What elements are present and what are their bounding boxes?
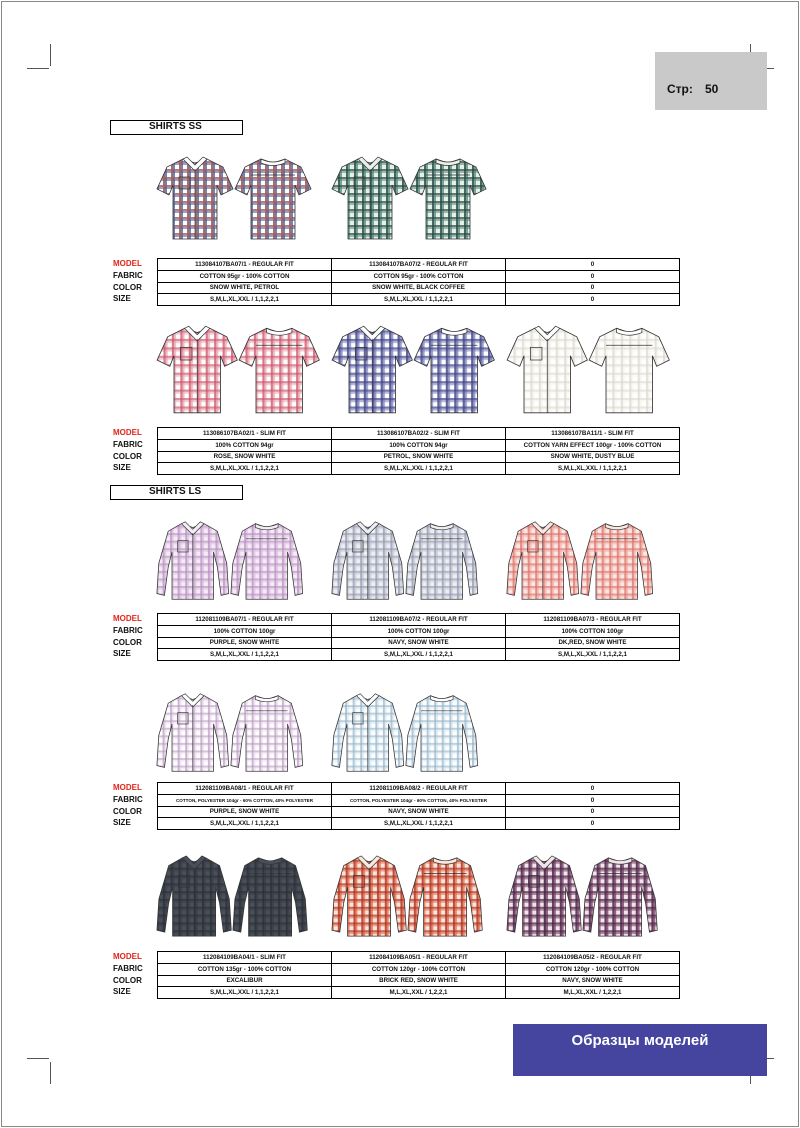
spec-cell-model: 113086107BA02/1 - SLIM FIT [158,428,332,440]
shirt-ss-navy-check-back-illustration [412,322,496,417]
label-model: MODEL [113,783,142,792]
spec-cell-fabric: 100% COTTON 100gr [506,625,680,637]
spec-row-size [158,463,680,475]
spec-row-fabric [158,270,680,282]
spec-row-color [158,806,680,818]
label-size: SIZE [113,294,131,304]
shirt-ls-dark-solid-front-illustration [155,852,233,940]
spec-labels [113,427,158,474]
spec-cell-size: S,M,L,XL,XXL / 1,1,2,2,1 [158,987,332,999]
shirt-ls-skyblue-check-back-illustration [404,690,480,775]
shirt-ls-purple-stripe-front-illustration [155,518,231,603]
spec-cell-size: S,M,L,XL,XXL / 1,1,2,2,1 [158,649,332,661]
label-size: SIZE [113,987,131,997]
spec-cell-fabric: COTTON, POLYESTER 104gr - 60% COTTON, 40% POLYESTER [158,794,332,806]
spec-table [157,951,680,999]
spec-row-color [158,282,680,294]
spec-table [157,613,680,661]
spec-table [157,782,680,830]
spec-cell-color: SNOW WHITE, PETROL [158,282,332,294]
shirt-ls-brickred-check-front-illustration [330,852,408,940]
spec-cell-color: 0 [506,282,680,294]
label-fabric: FABRIC [113,794,143,804]
shirt-illustrations-row [155,852,680,940]
shirt-ls-red-stripe-front-illustration [505,518,581,603]
spec-cell-color: SNOW WHITE, BLACK COFFEE [332,282,506,294]
shirt-ls-dark-solid-back-illustration [231,852,309,940]
spec-cell-size: S,M,L,XL,XXL / 1,1,2,2,1 [506,649,680,661]
shirt-ss-white-front-illustration [505,322,589,417]
spec-row-model [158,614,680,626]
label-model: MODEL [113,428,142,437]
crop-mark [50,1062,51,1084]
spec-cell-color: DK,RED, SNOW WHITE [506,637,680,649]
spec-cell-size: 0 [506,294,680,306]
spec-cell-color: NAVY, SNOW WHITE [332,806,506,818]
spec-row-model [158,428,680,440]
spec-cell-model: 112084109BA05/1 - REGULAR FIT [332,952,506,964]
spec-row-color [158,637,680,649]
spec-row-fabric [158,794,680,806]
spec-cell-color: SNOW WHITE, DUSTY BLUE [506,451,680,463]
spec-cell-color: 0 [506,806,680,818]
label-size: SIZE [113,463,131,473]
spec-row-size [158,818,680,830]
spec-cell-model: 113084107BA07/2 - REGULAR FIT [332,259,506,271]
spec-cell-fabric: 100% COTTON 94gr [158,439,332,451]
spec-row-color [158,451,680,463]
spec-table [157,258,680,306]
shirt-ls-brickred-check-back-illustration [406,852,484,940]
label-color: COLOR [113,637,142,647]
spec-row-size [158,294,680,306]
crop-mark [27,1058,49,1059]
shirt-ss-green-check-back-illustration [408,153,488,243]
crop-mark [27,68,49,69]
footer-banner: Образцы моделей [513,1024,767,1076]
section-header-shirts-ls: SHIRTS LS [110,485,243,500]
shirt-ls-navy-red-check-front-illustration [505,852,583,940]
spec-labels [113,951,158,998]
spec-cell-model: 112084109BA04/1 - SLIM FIT [158,952,332,964]
spec-row-model [158,259,680,271]
spec-cell-size: 0 [506,818,680,830]
spec-cell-model: 112081109BA08/2 - REGULAR FIT [332,783,506,795]
spec-row-size [158,987,680,999]
spec-cell-fabric: 0 [506,270,680,282]
spec-row-fabric [158,625,680,637]
spec-cell-size: S,M,L,XL,XXL / 1,1,2,2,1 [158,294,332,306]
label-color: COLOR [113,975,142,985]
spec-cell-color: PURPLE, SNOW WHITE [158,806,332,818]
spec-cell-model: 113086107BA02/2 - SLIM FIT [332,428,506,440]
spec-labels [113,613,158,660]
crop-mark [50,44,51,66]
label-model: MODEL [113,614,142,623]
spec-cell-fabric: 0 [506,794,680,806]
spec-labels [113,258,158,305]
spec-cell-model: 112084109BA05/2 - REGULAR FIT [506,952,680,964]
shirt-ls-lilac-check-front-illustration [155,690,231,775]
shirt-ls-navy-stripe-back-illustration [404,518,480,603]
label-fabric: FABRIC [113,625,143,635]
spec-cell-fabric: COTTON YARN EFFECT 100gr - 100% COTTON [506,439,680,451]
label-color: COLOR [113,451,142,461]
spec-cell-size: S,M,L,XL,XXL / 1,1,2,2,1 [158,818,332,830]
shirt-ls-navy-stripe-front-illustration [330,518,406,603]
label-model: MODEL [113,259,142,268]
spec-cell-color: EXCALIBUR [158,975,332,987]
spec-cell-size: S,M,L,XL,XXL / 1,1,2,2,1 [332,818,506,830]
spec-cell-model: 113086107BA11/1 - SLIM FIT [506,428,680,440]
shirt-ls-lilac-check-back-illustration [229,690,305,775]
spec-cell-color: BRICK RED, SNOW WHITE [332,975,506,987]
label-model: MODEL [113,952,142,961]
spec-cell-color: NAVY, SNOW WHITE [332,637,506,649]
spec-cell-model: 0 [506,783,680,795]
label-size: SIZE [113,649,131,659]
spec-cell-fabric: COTTON 120gr - 100% COTTON [332,963,506,975]
spec-row-fabric [158,963,680,975]
spec-cell-fabric: COTTON 135gr - 100% COTTON [158,963,332,975]
spec-cell-color: ROSE, SNOW WHITE [158,451,332,463]
label-fabric: FABRIC [113,439,143,449]
page-number: 50 [705,82,719,96]
shirt-ss-blue-check-front-illustration [155,153,235,243]
spec-cell-fabric: COTTON 95gr - 100% COTTON [332,270,506,282]
spec-cell-color: NAVY, SNOW WHITE [506,975,680,987]
spec-cell-size: S,M,L,XL,XXL / 1,1,2,2,1 [332,294,506,306]
shirt-ss-rose-check-front-illustration [155,322,239,417]
spec-row-fabric [158,439,680,451]
shirt-ss-rose-check-back-illustration [237,322,321,417]
label-color: COLOR [113,806,142,816]
shirt-illustrations-row [155,153,515,243]
shirt-illustrations-row [155,690,515,775]
spec-cell-size: S,M,L,XL,XXL / 1,1,2,2,1 [332,463,506,475]
shirt-ls-navy-red-check-back-illustration [581,852,659,940]
shirt-ss-green-check-front-illustration [330,153,410,243]
label-size: SIZE [113,818,131,828]
spec-cell-color: PURPLE, SNOW WHITE [158,637,332,649]
spec-row-color [158,975,680,987]
page-number-tab [655,52,767,110]
spec-row-model [158,952,680,964]
shirt-illustrations-row [155,322,680,417]
spec-cell-size: S,M,L,XL,XXL / 1,1,2,2,1 [158,463,332,475]
spec-labels [113,782,158,829]
spec-table [157,427,680,475]
shirt-ss-navy-check-front-illustration [330,322,414,417]
spec-cell-model: 0 [506,259,680,271]
shirt-ls-purple-stripe-back-illustration [229,518,305,603]
shirt-ss-blue-check-back-illustration [233,153,313,243]
label-fabric: FABRIC [113,963,143,973]
shirt-ls-skyblue-check-front-illustration [330,690,406,775]
spec-cell-fabric: COTTON 95gr - 100% COTTON [158,270,332,282]
shirt-ss-white-back-illustration [587,322,671,417]
page-label: Стр: [667,82,693,96]
spec-row-model [158,783,680,795]
spec-cell-model: 112081109BA07/3 - REGULAR FIT [506,614,680,626]
spec-cell-fabric: COTTON, POLYESTER 104gr - 60% COTTON, 40% POLYESTER [332,794,506,806]
spec-cell-size: S,M,L,XL,XXL / 1,1,2,2,1 [506,463,680,475]
spec-cell-color: PETROL, SNOW WHITE [332,451,506,463]
spec-cell-model: 112081109BA07/2 - REGULAR FIT [332,614,506,626]
spec-cell-fabric: 100% COTTON 100gr [332,625,506,637]
section-header-shirts-ss: SHIRTS SS [110,120,243,135]
spec-row-size [158,649,680,661]
spec-cell-model: 112081109BA07/1 - REGULAR FIT [158,614,332,626]
spec-cell-fabric: 100% COTTON 100gr [158,625,332,637]
spec-cell-size: M,L,XL,XXL / 1,2,2,1 [506,987,680,999]
spec-cell-size: S,M,L,XL,XXL / 1,1,2,2,1 [332,649,506,661]
shirt-illustrations-row [155,518,680,603]
spec-cell-size: M,L,XL,XXL / 1,2,2,1 [332,987,506,999]
label-color: COLOR [113,282,142,292]
spec-cell-model: 112081109BA08/1 - REGULAR FIT [158,783,332,795]
shirt-ls-red-stripe-back-illustration [579,518,655,603]
spec-cell-model: 113084107BA07/1 - REGULAR FIT [158,259,332,271]
spec-cell-fabric: COTTON 120gr - 100% COTTON [506,963,680,975]
label-fabric: FABRIC [113,270,143,280]
spec-cell-fabric: 100% COTTON 94gr [332,439,506,451]
